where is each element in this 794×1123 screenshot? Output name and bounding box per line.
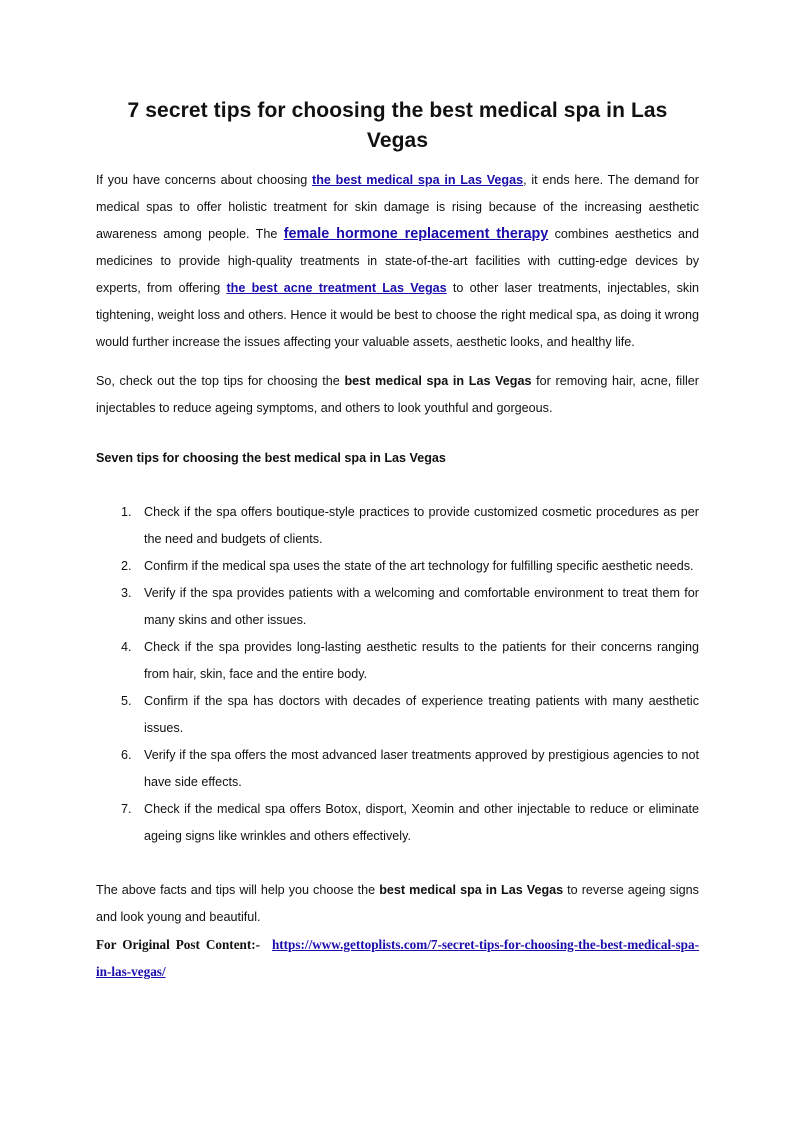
- list-item-text: Check if the medical spa offers Botox, disport, Xeomin and other injectable to reduce or eliminate ageing signs like wrinkles and others effectively.: [144, 802, 699, 843]
- so-text-2: for removing hair, acne, filler injectables to reduce ageing symptoms, and others to look youthful and gorgeous.: [96, 374, 699, 415]
- source-url-link[interactable]: https://www.gettoplists.com/7-secret-tips-for-choosing-the-best-medical-spa-in-las-vegas/: [96, 937, 699, 979]
- intro-text-3: combines aesthetics and medicines to provide high-quality treatments in state-of-the-art facilities with cutting-edge devices by experts, from offering: [96, 227, 699, 295]
- list-item-number: 4.: [121, 640, 132, 654]
- list-item: [96, 742, 699, 796]
- list-item: [96, 553, 699, 580]
- intro-text-2: , it ends here. The demand for medical spas to offer holistic treatment for skin damage is rising because of the increasing aesthetic awareness among people. The: [96, 173, 700, 241]
- list-item: [96, 499, 699, 553]
- conclusion-bold-text: best medical spa in Las Vegas: [379, 883, 564, 897]
- conclusion-paragraph: [96, 877, 699, 931]
- list-item: [96, 796, 699, 850]
- list-item-number: 1.: [121, 505, 132, 519]
- document-page: [96, 96, 699, 985]
- conclusion-text-1: The above facts and tips will help you choose the: [96, 883, 380, 897]
- so-bold-text: best medical spa in Las Vegas: [344, 374, 532, 388]
- best-medical-spa-link[interactable]: the best medical spa in Las Vegas: [312, 173, 524, 187]
- so-text-1: So, check out the top tips for choosing the: [96, 374, 345, 388]
- page-title: 7 secret tips for choosing the best medical spa in Las Vegas: [127, 99, 668, 152]
- list-item-number: 2.: [121, 559, 132, 573]
- list-item: [96, 688, 699, 742]
- source-label: For Original Post Content:-: [96, 937, 261, 952]
- list-item-text: Check if the spa provides long-lasting aesthetic results to the patients for their concerns ranging from hair, skin, face and the entire body.: [144, 640, 699, 681]
- acne-treatment-link[interactable]: the best acne treatment Las Vegas: [226, 281, 447, 295]
- list-item: [96, 634, 699, 688]
- intro-text-4: to other laser treatments, injectables, skin tightening, weight loss and others. Hence it would be best to choose the right medical spa, as doing it wrong would further increase the issues affecting your valuable assets, aesthetic looks, and healthy life.: [96, 281, 699, 349]
- list-item-text: Verify if the spa offers the most advanced laser treatments approved by prestigious agencies to not have side effects.: [144, 748, 699, 789]
- list-item-text: Confirm if the medical spa uses the state of the art technology for fulfilling specific aesthetic needs.: [144, 559, 694, 573]
- list-item-number: 5.: [121, 694, 132, 708]
- list-item-number: 6.: [121, 748, 132, 762]
- intro-text-1: If you have concerns about choosing: [96, 173, 313, 187]
- intro-paragraph: [96, 167, 699, 356]
- list-item-text: Check if the spa offers boutique-style practices to provide customized cosmetic procedures as per the need and budgets of clients.: [144, 505, 699, 546]
- list-item: [96, 580, 699, 634]
- tips-intro-paragraph: [96, 368, 699, 422]
- list-item-text: Confirm if the spa has doctors with decades of experience treating patients with many aesthetic issues.: [144, 694, 699, 735]
- list-item-text: Verify if the spa provides patients with a welcoming and comfortable environment to treat them for many skins and other issues.: [144, 586, 699, 627]
- tips-list: [96, 499, 699, 850]
- section-heading: Seven tips for choosing the best medical spa in Las Vegas: [96, 451, 446, 465]
- list-item-number: 7.: [121, 802, 132, 816]
- source-paragraph: [96, 931, 699, 985]
- conclusion-text-2: to reverse ageing signs and look young and beautiful.: [96, 883, 699, 924]
- list-item-number: 3.: [121, 586, 132, 600]
- hormone-therapy-link[interactable]: female hormone replacement therapy: [283, 226, 549, 242]
